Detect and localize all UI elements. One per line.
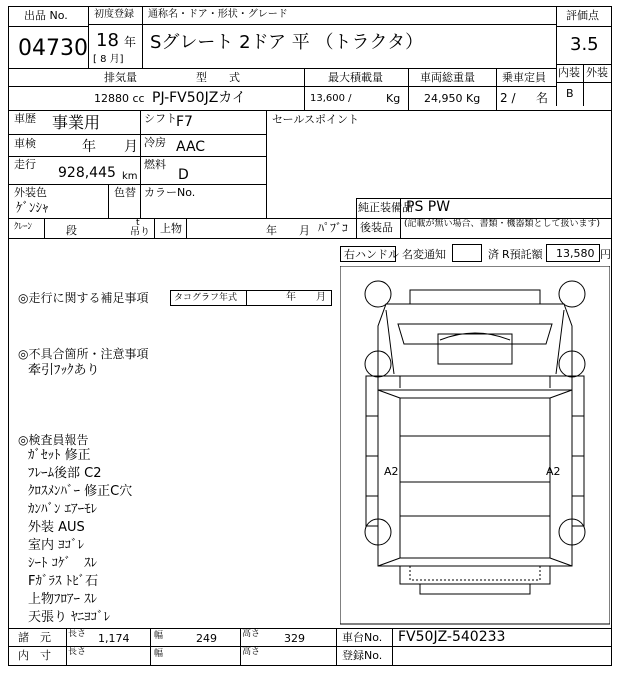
vline <box>142 6 143 68</box>
inner-width-label: 幅 <box>154 649 164 659</box>
report-line: Fｶﾞﾗｽ ﾄﾋﾞ石 <box>28 574 99 589</box>
aftermarket-label: 後装品 <box>360 221 393 234</box>
vline <box>392 628 393 666</box>
selling-points-label: セールスポイント <box>272 113 360 126</box>
fuel-label: 燃料 <box>144 158 166 171</box>
recycle-label: R預託額 <box>502 248 543 261</box>
defects-title: ◎不具合箇所・注意事項 <box>18 347 149 361</box>
vline <box>240 628 241 666</box>
damage-mark-right: A2 <box>546 465 561 478</box>
truck-diagram <box>340 266 610 626</box>
model-code: PJ-FV50JZカイ <box>152 90 246 106</box>
aftermarket-note: (記載が無い場合、書類・機器類として扱います) <box>404 219 601 229</box>
tacho-label: タコグラフ年式 <box>174 293 238 303</box>
recycle-value: 13,580 <box>556 247 595 260</box>
ac-label: 冷房 <box>144 136 166 149</box>
color-code-label: カラーNo. <box>144 186 196 199</box>
vline <box>246 290 247 306</box>
body-label: 上物 <box>160 222 182 235</box>
crane-label: ｸﾚｰﾝ <box>14 222 33 232</box>
hline <box>8 184 266 185</box>
reg-year: 18 <box>96 30 119 51</box>
hline <box>8 68 556 69</box>
vline <box>496 68 497 110</box>
history-value: 事業用 <box>52 113 101 132</box>
report-line: 上物ﾌﾛｱｰ ｽﾚ <box>28 592 98 607</box>
hline <box>8 156 266 157</box>
ext-color-label: 外装色 <box>14 186 47 199</box>
yen-label: 円 <box>600 248 611 261</box>
hline <box>88 24 556 25</box>
max-load-unit: Kg <box>386 92 401 105</box>
vline <box>140 110 141 218</box>
vline <box>356 198 357 238</box>
report-line: 外装 AUS <box>28 520 85 535</box>
body-maker: ﾊﾟﾌﾞｺ <box>318 221 349 235</box>
score-label: 評価点 <box>566 9 599 22</box>
vline <box>583 64 584 106</box>
chassis-value: FV50JZ-540233 <box>398 629 506 645</box>
hline <box>8 26 88 27</box>
width-label: 幅 <box>154 631 164 641</box>
capacity-label: 乗車定員 <box>502 71 546 84</box>
refund-label: 済 <box>488 248 499 261</box>
max-load: 13,600 / <box>310 93 352 104</box>
defects-text: 牽引ﾌｯｸあり <box>28 363 100 378</box>
vline <box>108 184 109 218</box>
crane-t: t <box>136 218 140 228</box>
vline <box>336 628 337 666</box>
vline <box>408 68 409 110</box>
vline <box>304 68 305 110</box>
interior-label: 内装 <box>558 66 580 79</box>
name-change-label: 名変通知 <box>402 248 446 261</box>
crane-stages: 段 <box>66 224 77 237</box>
crane-hang: 吊り <box>130 227 150 238</box>
inner-length-label: 長さ <box>68 647 87 657</box>
hline <box>556 26 612 27</box>
first-reg-label: 初度登録 <box>94 9 134 20</box>
vline <box>556 6 557 106</box>
reg-year-unit: 年 <box>124 35 137 49</box>
name-change-box <box>452 244 482 262</box>
hline <box>8 628 612 629</box>
length-label: 長さ <box>68 629 87 639</box>
inner-height-label: 高さ <box>242 647 261 657</box>
rhd-label: 右ハンドル <box>344 248 399 261</box>
vline <box>66 628 67 666</box>
hline <box>8 238 612 239</box>
capacity-unit: 名 <box>536 91 549 105</box>
hline <box>556 64 612 65</box>
vline <box>150 628 151 666</box>
mileage-value: 928,445 <box>58 165 116 181</box>
length-value: 1,174 <box>98 632 130 645</box>
mileage-unit: km <box>122 171 138 182</box>
report-line: ｼｰﾄ ｺｹﾞ ｽﾚ <box>28 556 98 571</box>
damage-mark-left: A2 <box>384 465 399 478</box>
report-line: ｶﾞｾｯﾄ 修正 <box>28 448 91 463</box>
score-value: 3.5 <box>570 34 599 55</box>
chassis-label: 車台No. <box>342 631 383 644</box>
shift-label: シフト <box>144 112 177 125</box>
fuel-value: D <box>178 167 189 183</box>
inspection-label: 車検 <box>14 137 36 150</box>
height-label: 高さ <box>242 629 261 639</box>
inspection-value: 年 月 <box>82 139 138 155</box>
hline <box>8 86 556 87</box>
vline <box>44 218 45 238</box>
vline <box>266 110 267 218</box>
gross-weight-label: 車両総重量 <box>420 71 475 84</box>
driving-title: ◎走行に関する補足事項 <box>18 291 149 305</box>
mileage-label: 走行 <box>14 158 36 171</box>
reg-no-label: 登録No. <box>342 649 383 662</box>
dims-label: 諸 元 <box>18 631 51 644</box>
model-label: 通称名・ドア・形状・グレード <box>148 9 288 20</box>
reg-month: [ 8 月] <box>93 54 124 65</box>
capacity: 2 / <box>500 91 516 105</box>
report-line: 室内 ﾖｺﾞﾚ <box>28 538 85 553</box>
report-line: 天張り ﾔﾆﾖｺﾞﾚ <box>28 610 111 625</box>
ext-color-value: ｹﾞﾝｼｬ <box>16 201 49 216</box>
lot-number: 04730 <box>18 36 88 61</box>
width-value: 249 <box>196 632 217 645</box>
hline <box>8 646 612 647</box>
genuine-equip-label: 純正装備品 <box>358 201 413 214</box>
hline <box>8 110 612 111</box>
displacement: 12880 cc <box>94 92 145 105</box>
history-label: 車歴 <box>14 112 36 125</box>
inner-dims-label: 内 寸 <box>18 649 51 662</box>
shift-value: F7 <box>176 114 193 130</box>
report-line: ﾌﾚｰﾑ後部 C2 <box>28 466 102 481</box>
color-change-label: 色替 <box>114 186 136 199</box>
inspector-title: ◎検査員報告 <box>18 433 89 447</box>
vline <box>154 218 155 238</box>
hline <box>356 198 612 199</box>
lot-label: 出品 No. <box>24 9 68 22</box>
gross-weight: 24,950 Kg <box>424 92 481 105</box>
type-label: 型 式 <box>196 71 240 84</box>
hline <box>8 134 266 135</box>
vline <box>88 6 89 68</box>
ac-value: AAC <box>176 139 206 155</box>
interior-grade: B <box>566 87 574 100</box>
tacho-value: 年 月 <box>286 292 326 303</box>
report-line: ｶﾝﾊﾞﾝ ｴｱｰﾓﾚ <box>28 502 98 517</box>
model-name: Sグレート 2ドア 平 （トラクタ） <box>150 32 424 53</box>
exterior-label: 外装 <box>586 66 608 79</box>
body-date: 年 月 <box>266 224 310 237</box>
genuine-equip-value: PS PW <box>406 199 451 215</box>
hline <box>556 82 612 83</box>
height-value: 329 <box>284 632 305 645</box>
max-load-label: 最大積載量 <box>328 71 383 84</box>
vline <box>186 218 187 238</box>
report-line: ｸﾛｽﾒﾝﾊﾞｰ 修正C穴 <box>28 484 133 499</box>
displacement-label: 排気量 <box>104 71 137 84</box>
